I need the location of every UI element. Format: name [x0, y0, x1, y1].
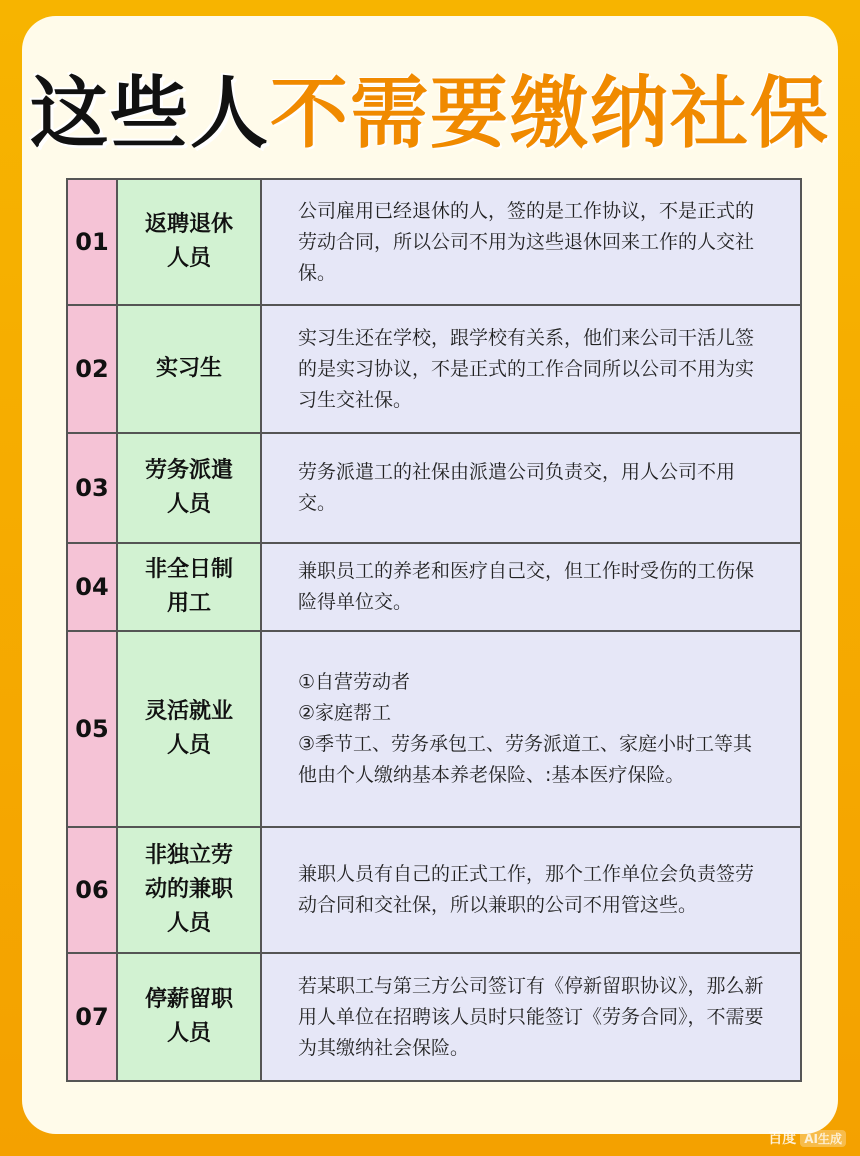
table-row — [67, 179, 801, 305]
row-number: 04 — [67, 543, 117, 631]
row-description-line: ①自营劳动者 — [298, 671, 411, 693]
row-category — [117, 543, 261, 631]
row-description-line: 劳务派遣工的社保由派遣公司负责交，用人公司不用交。 — [298, 461, 736, 514]
row-category-label: 实习生 — [155, 356, 222, 381]
table-row — [67, 827, 801, 953]
table-row — [67, 305, 801, 433]
row-description-line: 兼职人员有自己的正式工作，那个工作单位会负责签劳动合同和交社保，所以兼职的公司不用管这些。 — [298, 863, 755, 916]
row-description-line: 兼职员工的养老和医疗自己交，但工作时受伤的工伤保险得单位交。 — [298, 560, 755, 613]
row-category — [117, 433, 261, 543]
row-description — [261, 179, 801, 305]
row-description-line: ③季节工、劳务承包工、劳务派道工、家庭小时工等其他由个人缴纳基本养老保险、:基本医疗保险。 — [298, 733, 753, 786]
row-description — [261, 827, 801, 953]
row-description — [261, 433, 801, 543]
row-number: 03 — [67, 433, 117, 543]
row-description-line: 公司雇用已经退休的人，签的是工作协议，不是正式的劳动合同，所以公司不用为这些退休回来工作的人交社保。 — [298, 199, 755, 284]
row-number: 07 — [67, 953, 117, 1081]
row-category-label: 劳务派遣人员 — [144, 458, 233, 517]
row-category — [117, 827, 261, 953]
row-description-line: 实习生还在学校，跟学校有关系，他们来公司干活儿签的是实习协议，不是正式的工作合同所以公司不用为实习生交社保。 — [298, 326, 755, 411]
watermark-brand: 百度 — [768, 1131, 797, 1147]
row-number: 06 — [67, 827, 117, 953]
row-number: 05 — [67, 631, 117, 827]
row-category — [117, 179, 261, 305]
watermark-badge: AI生成 — [800, 1130, 846, 1147]
row-category-label: 返聘退休人员 — [144, 212, 233, 271]
title-part-orange: 不需要缴纳社保 — [270, 69, 831, 159]
row-category-label: 非全日制用工 — [144, 557, 233, 616]
row-category-label: 灵活就业人员 — [144, 699, 233, 758]
row-category — [117, 953, 261, 1081]
row-description — [261, 543, 801, 631]
table-row — [67, 631, 801, 827]
table-row — [67, 953, 801, 1081]
row-category-label: 非独立劳动的兼职人员 — [144, 843, 233, 936]
row-description — [261, 631, 801, 827]
row-description-line: ②家庭帮工 — [298, 702, 392, 724]
row-number: 02 — [67, 305, 117, 433]
row-category-label: 停薪留职人员 — [144, 987, 233, 1046]
row-description — [261, 305, 801, 433]
row-description-line: 若某职工与第三方公司签订有《停新留职协议》，那么新用人单位在招聘该人员时只能签订《劳务合同》，不需要为其缴纳社会保险。 — [298, 974, 764, 1059]
row-category — [117, 631, 261, 827]
row-category — [117, 305, 261, 433]
table-row — [67, 433, 801, 543]
info-table — [66, 178, 802, 1082]
row-number: 01 — [67, 179, 117, 305]
title-part-black: 这些人 — [29, 69, 270, 159]
page-title — [0, 64, 860, 164]
table-row — [67, 543, 801, 631]
row-description — [261, 953, 801, 1081]
watermark — [768, 1128, 846, 1148]
